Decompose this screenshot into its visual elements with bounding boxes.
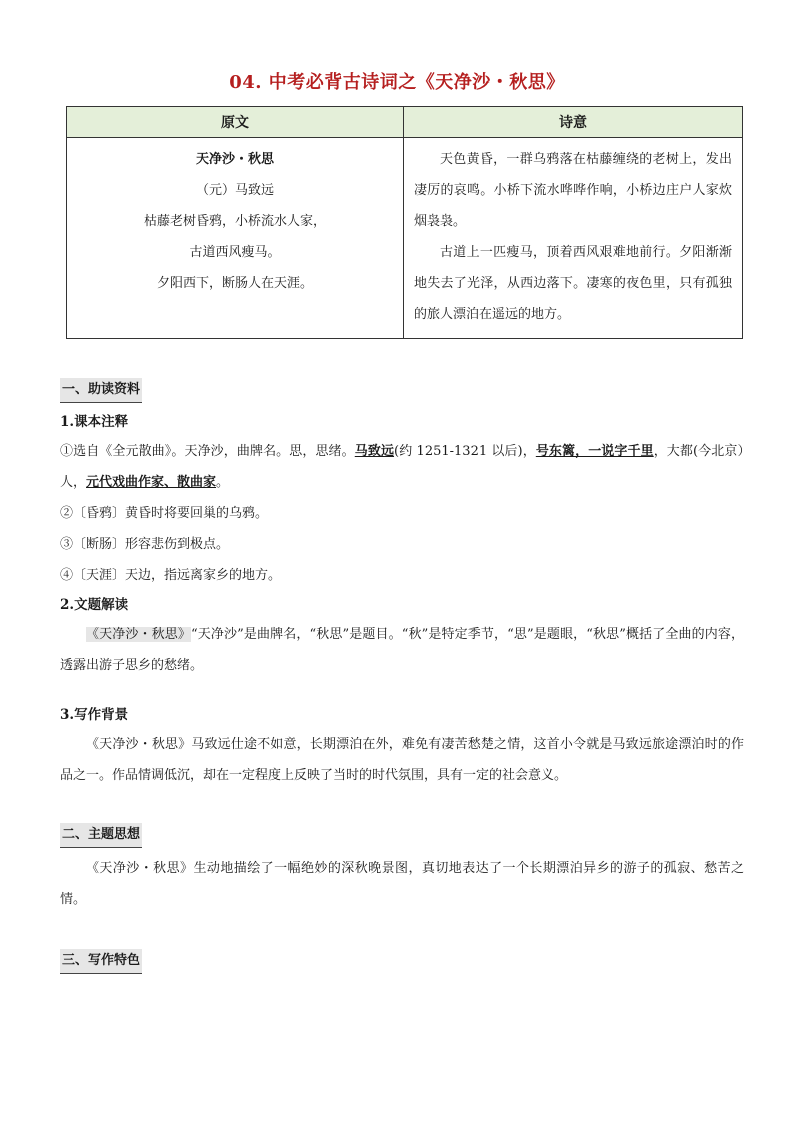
table-header-row xyxy=(67,107,743,138)
poem-author: （元）马致远 xyxy=(195,183,274,198)
main-content xyxy=(60,378,744,979)
note-item: ③〔断肠〕形容悲伤到极点。 xyxy=(60,537,230,552)
poem-table xyxy=(66,106,743,339)
document-title: 04. 中考必背古诗词之《天净沙・秋思》 xyxy=(229,72,565,93)
poem-line: 古道西风瘦马。 xyxy=(189,245,281,260)
poem-title: 天净沙・秋思 xyxy=(195,152,274,167)
translation-paragraph: 古道上一匹瘦马，顶着西风艰难地前行。夕阳渐渐地失去了光泽，从西边落下。凄寒的夜色里，只有孤独的旅人漂泊在遥远的地方。 xyxy=(414,245,732,322)
header-translation: 诗意 xyxy=(404,107,743,138)
poem-line: 夕阳西下，断肠人在天涯。 xyxy=(156,276,313,291)
section-heading: 一、助读资料 xyxy=(60,378,142,403)
note-item: ②〔昏鸦〕黄昏时将要回巢的乌鸦。 xyxy=(60,506,269,521)
table-row xyxy=(67,138,743,339)
subsection-heading: 2.文题解读 xyxy=(60,597,129,613)
section-heading: 三、写作特色 xyxy=(60,949,142,974)
header-original: 原文 xyxy=(67,107,404,138)
subsection-heading: 3.写作背景 xyxy=(60,707,129,723)
poem-line: 枯藤老树昏鸦，小桥流水人家， xyxy=(143,214,326,229)
section-heading: 二、主题思想 xyxy=(60,823,142,848)
highlighted-title: 《天净沙・秋思》 xyxy=(86,627,191,642)
note-item: ①选自《全元散曲》。天净沙，曲牌名。思，思绪。马致远(约 1251-1321 以后)，号东篱，一说字千里，大都(今北京）人，元代戏曲作家、散曲家。 xyxy=(60,444,744,490)
translation-paragraph: 天色黄昏，一群乌鸦落在枯藤缠绕的老树上，发出凄厉的哀鸣。小桥下流水哗哗作响，小桥边庄户人家炊烟袅袅。 xyxy=(414,152,732,229)
note-item: ④〔天涯〕天边，指远离家乡的地方。 xyxy=(60,568,282,583)
original-cell xyxy=(67,138,404,339)
translation-cell xyxy=(404,138,743,339)
subsection-heading: 1.课本注释 xyxy=(60,414,129,430)
theme-paragraph: 《天净沙・秋思》生动地描绘了一幅绝妙的深秋晚景图，真切地表达了一个长期漂泊异乡的游子的孤寂、愁苦之情。 xyxy=(60,861,744,907)
interpretation-paragraph: 《天净沙・秋思》“天净沙”是曲牌名，“秋思”是题目。“秋”是特定季节，“思”是题眼，“秋思”概括了全曲的内容，透露出游子思乡的愁绪。 xyxy=(60,627,744,673)
background-paragraph: 《天净沙・秋思》马致远仕途不如意，长期漂泊在外，难免有凄苦愁楚之情，这首小令就是马致远旅途漂泊时的作品之一。作品情调低沉，却在一定程度上反映了当时的时代氛围，具有一定的社会意义。 xyxy=(60,737,744,783)
